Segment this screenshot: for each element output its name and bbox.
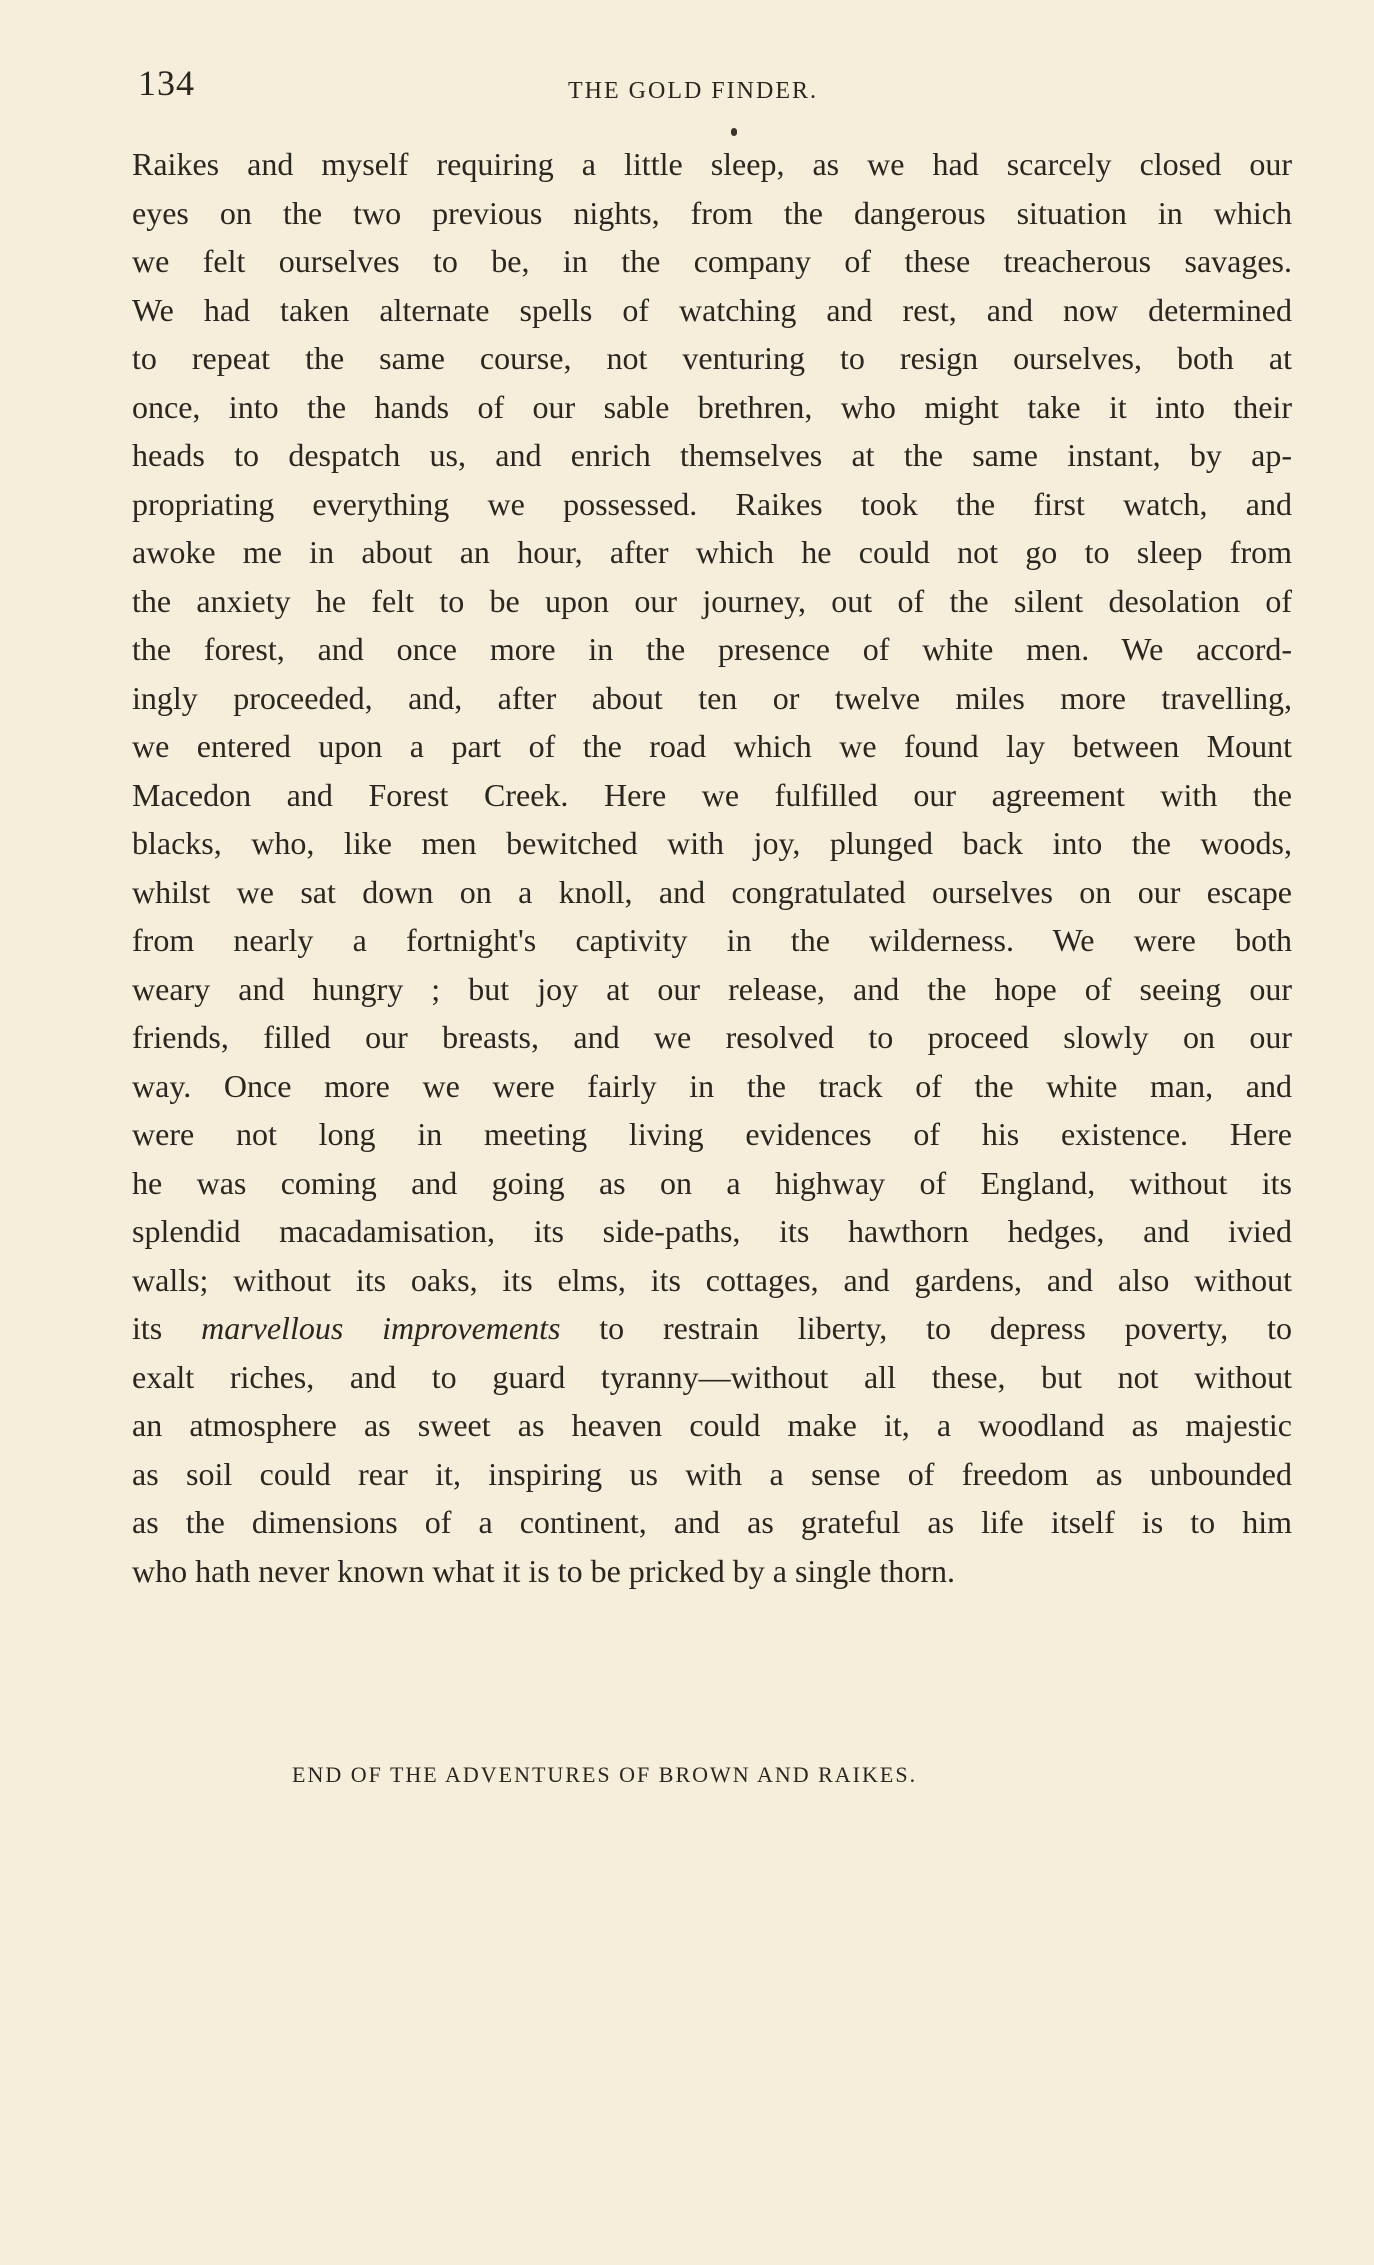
text-line: who hath never known what it is to be pricked by a single thorn. — [132, 1552, 955, 1589]
text-line: propriating everything we possessed. Raikes took the first watch, and — [132, 485, 1292, 522]
body-text — [132, 140, 1292, 1595]
text-line: he was coming and going as on a highway of England, without its — [132, 1164, 1292, 1201]
text-line: ingly proceeded, and, after about ten or twelve miles more travelling, — [132, 679, 1292, 716]
text-line: exalt riches, and to guard tyranny—without all these, but not without — [132, 1358, 1292, 1395]
text-line: we felt ourselves to be, in the company of these treacherous savages. — [132, 243, 1292, 279]
text-line: splendid macadamisation, its side-paths, its hawthorn hedges, and ivied — [132, 1213, 1292, 1249]
text-line: walls; without its oaks, its elms, its cottages, and gardens, and also without — [132, 1261, 1292, 1298]
text-line: blacks, who, like men bewitched with joy, plunged back into the woods, — [132, 825, 1292, 861]
text-line: from nearly a fortnight's captivity in the wilderness. We were both — [132, 922, 1292, 958]
text-line-with-italic — [132, 1304, 1292, 1353]
text-fragment: to restrain liberty, to depress poverty, to — [560, 1310, 1292, 1346]
text-line: an atmosphere as sweet as heaven could make it, a woodland as majestic — [132, 1407, 1292, 1443]
text-line: Macedon and Forest Creek. Here we fulfilled our agreement with the — [132, 776, 1292, 813]
italic-phrase: marvellous improvements — [201, 1310, 561, 1346]
text-line: as the dimensions of a continent, and as grateful as life itself is to him — [132, 1504, 1292, 1540]
text-line: we entered upon a part of the road which we found lay between Mount — [132, 728, 1292, 764]
text-line: Raikes and myself requiring a little sleep, as we had scarcely closed our — [132, 146, 1292, 182]
text-line: friends, filled our breasts, and we resolved to proceed slowly on our — [132, 1019, 1292, 1055]
text-line: heads to despatch us, and enrich themselves at the same instant, by ap- — [132, 437, 1292, 473]
text-line: as soil could rear it, inspiring us with a sense of freedom as unbounded — [132, 1455, 1292, 1492]
text-line: weary and hungry ; but joy at our release, and the hope of seeing our — [132, 970, 1292, 1007]
running-title: THE GOLD FINDER. — [568, 78, 818, 104]
ink-fleck — [731, 128, 737, 136]
text-line: once, into the hands of our sable brethren, who might take it into their — [132, 388, 1292, 425]
text-fragment: its — [132, 1310, 202, 1346]
page-number: 134 — [138, 63, 195, 103]
text-line: way. Once more we were fairly in the track of the white man, and — [132, 1067, 1292, 1104]
text-line: We had taken alternate spells of watching and rest, and now determined — [132, 291, 1292, 328]
text-line: the forest, and once more in the presence of white men. We accord- — [132, 631, 1292, 667]
text-line: the anxiety he felt to be upon our journey, out of the silent desolation of — [132, 582, 1292, 619]
end-note: END OF THE ADVENTURES OF BROWN AND RAIKES. — [292, 1762, 918, 1787]
text-line: awoke me in about an hour, after which he could not go to sleep from — [132, 534, 1292, 570]
text-line: whilst we sat down on a knoll, and congratulated ourselves on our escape — [132, 873, 1292, 910]
text-line: to repeat the same course, not venturing to resign ourselves, both at — [132, 340, 1292, 376]
text-line: eyes on the two previous nights, from the dangerous situation in which — [132, 194, 1292, 231]
text-line: were not long in meeting living evidences of his existence. Here — [132, 1116, 1292, 1152]
